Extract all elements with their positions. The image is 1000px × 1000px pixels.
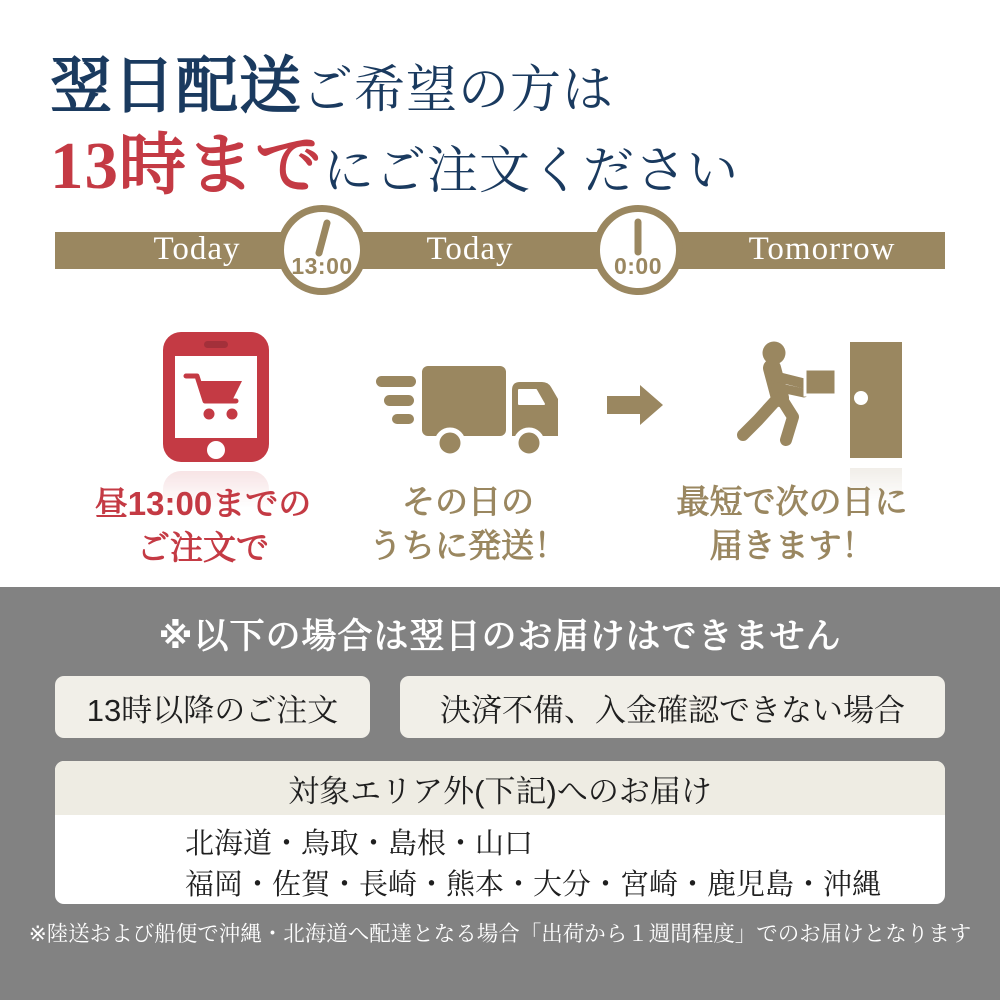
clock-13-00 (277, 205, 367, 295)
caption-line: ご注文で (137, 528, 269, 566)
clock-time-label: 0:00 (613, 253, 663, 279)
headline-highlight-next-day: 翌日配送 (50, 53, 303, 121)
headline-line2 (50, 112, 739, 208)
headline-line1-rest: ご希望の方は (302, 63, 615, 119)
headline-line2-rest: にご注文ください (323, 144, 740, 200)
excluded-area-title: 対象エリア外(下記)へのお届け (55, 761, 945, 815)
timeline-bar (55, 232, 945, 269)
timeline-label-today-1: Today (153, 230, 241, 267)
excluded-area-line: 北海道・鳥取・島根・山口 (185, 828, 534, 860)
excluded-area-line: 福岡・佐賀・長崎・熊本・大分・宮崎・鹿児島・沖縄 (185, 869, 882, 902)
step-order-caption (95, 482, 311, 569)
timeline-label-today-2: Today (426, 230, 514, 267)
exceptions-heading: ※以下の場合は翌日のお届けはできません (158, 617, 842, 656)
excluded-area-list (55, 815, 945, 904)
smartphone-cart-icon (160, 330, 272, 464)
step-ship-caption (369, 480, 567, 567)
caption-line: うちに発送！ (369, 526, 567, 564)
arrow-wrap (607, 383, 665, 432)
caption-line: 最短で次の日に (676, 483, 908, 520)
exceptions-section (0, 587, 1000, 1000)
exception-box-late-order: 13時以降のご注文 (55, 676, 370, 738)
clock-0-00 (593, 205, 683, 295)
clock-time-label: 13:00 (291, 253, 353, 279)
exception-box-payment: 決済不備、入金確認できない場合 (400, 676, 945, 738)
step-deliver-caption (677, 480, 908, 567)
excluded-area-box (55, 761, 945, 904)
person-delivery-door-icon (710, 340, 905, 462)
arrow-right-icon (607, 383, 665, 427)
caption-line: 昼13:00までの (94, 485, 312, 522)
timeline-label-tomorrow: Tomorrow (748, 230, 896, 267)
headline-highlight-deadline: 13時まで (50, 129, 323, 203)
delivery-truck-icon (376, 360, 558, 460)
caption-line: 届きます！ (709, 526, 875, 564)
caption-line: その日の (402, 483, 534, 520)
shipping-footnote: ※陸送および船便で沖縄・北海道へ配達となる場合「出荷から１週間程度」でのお届けとなります (28, 922, 972, 946)
